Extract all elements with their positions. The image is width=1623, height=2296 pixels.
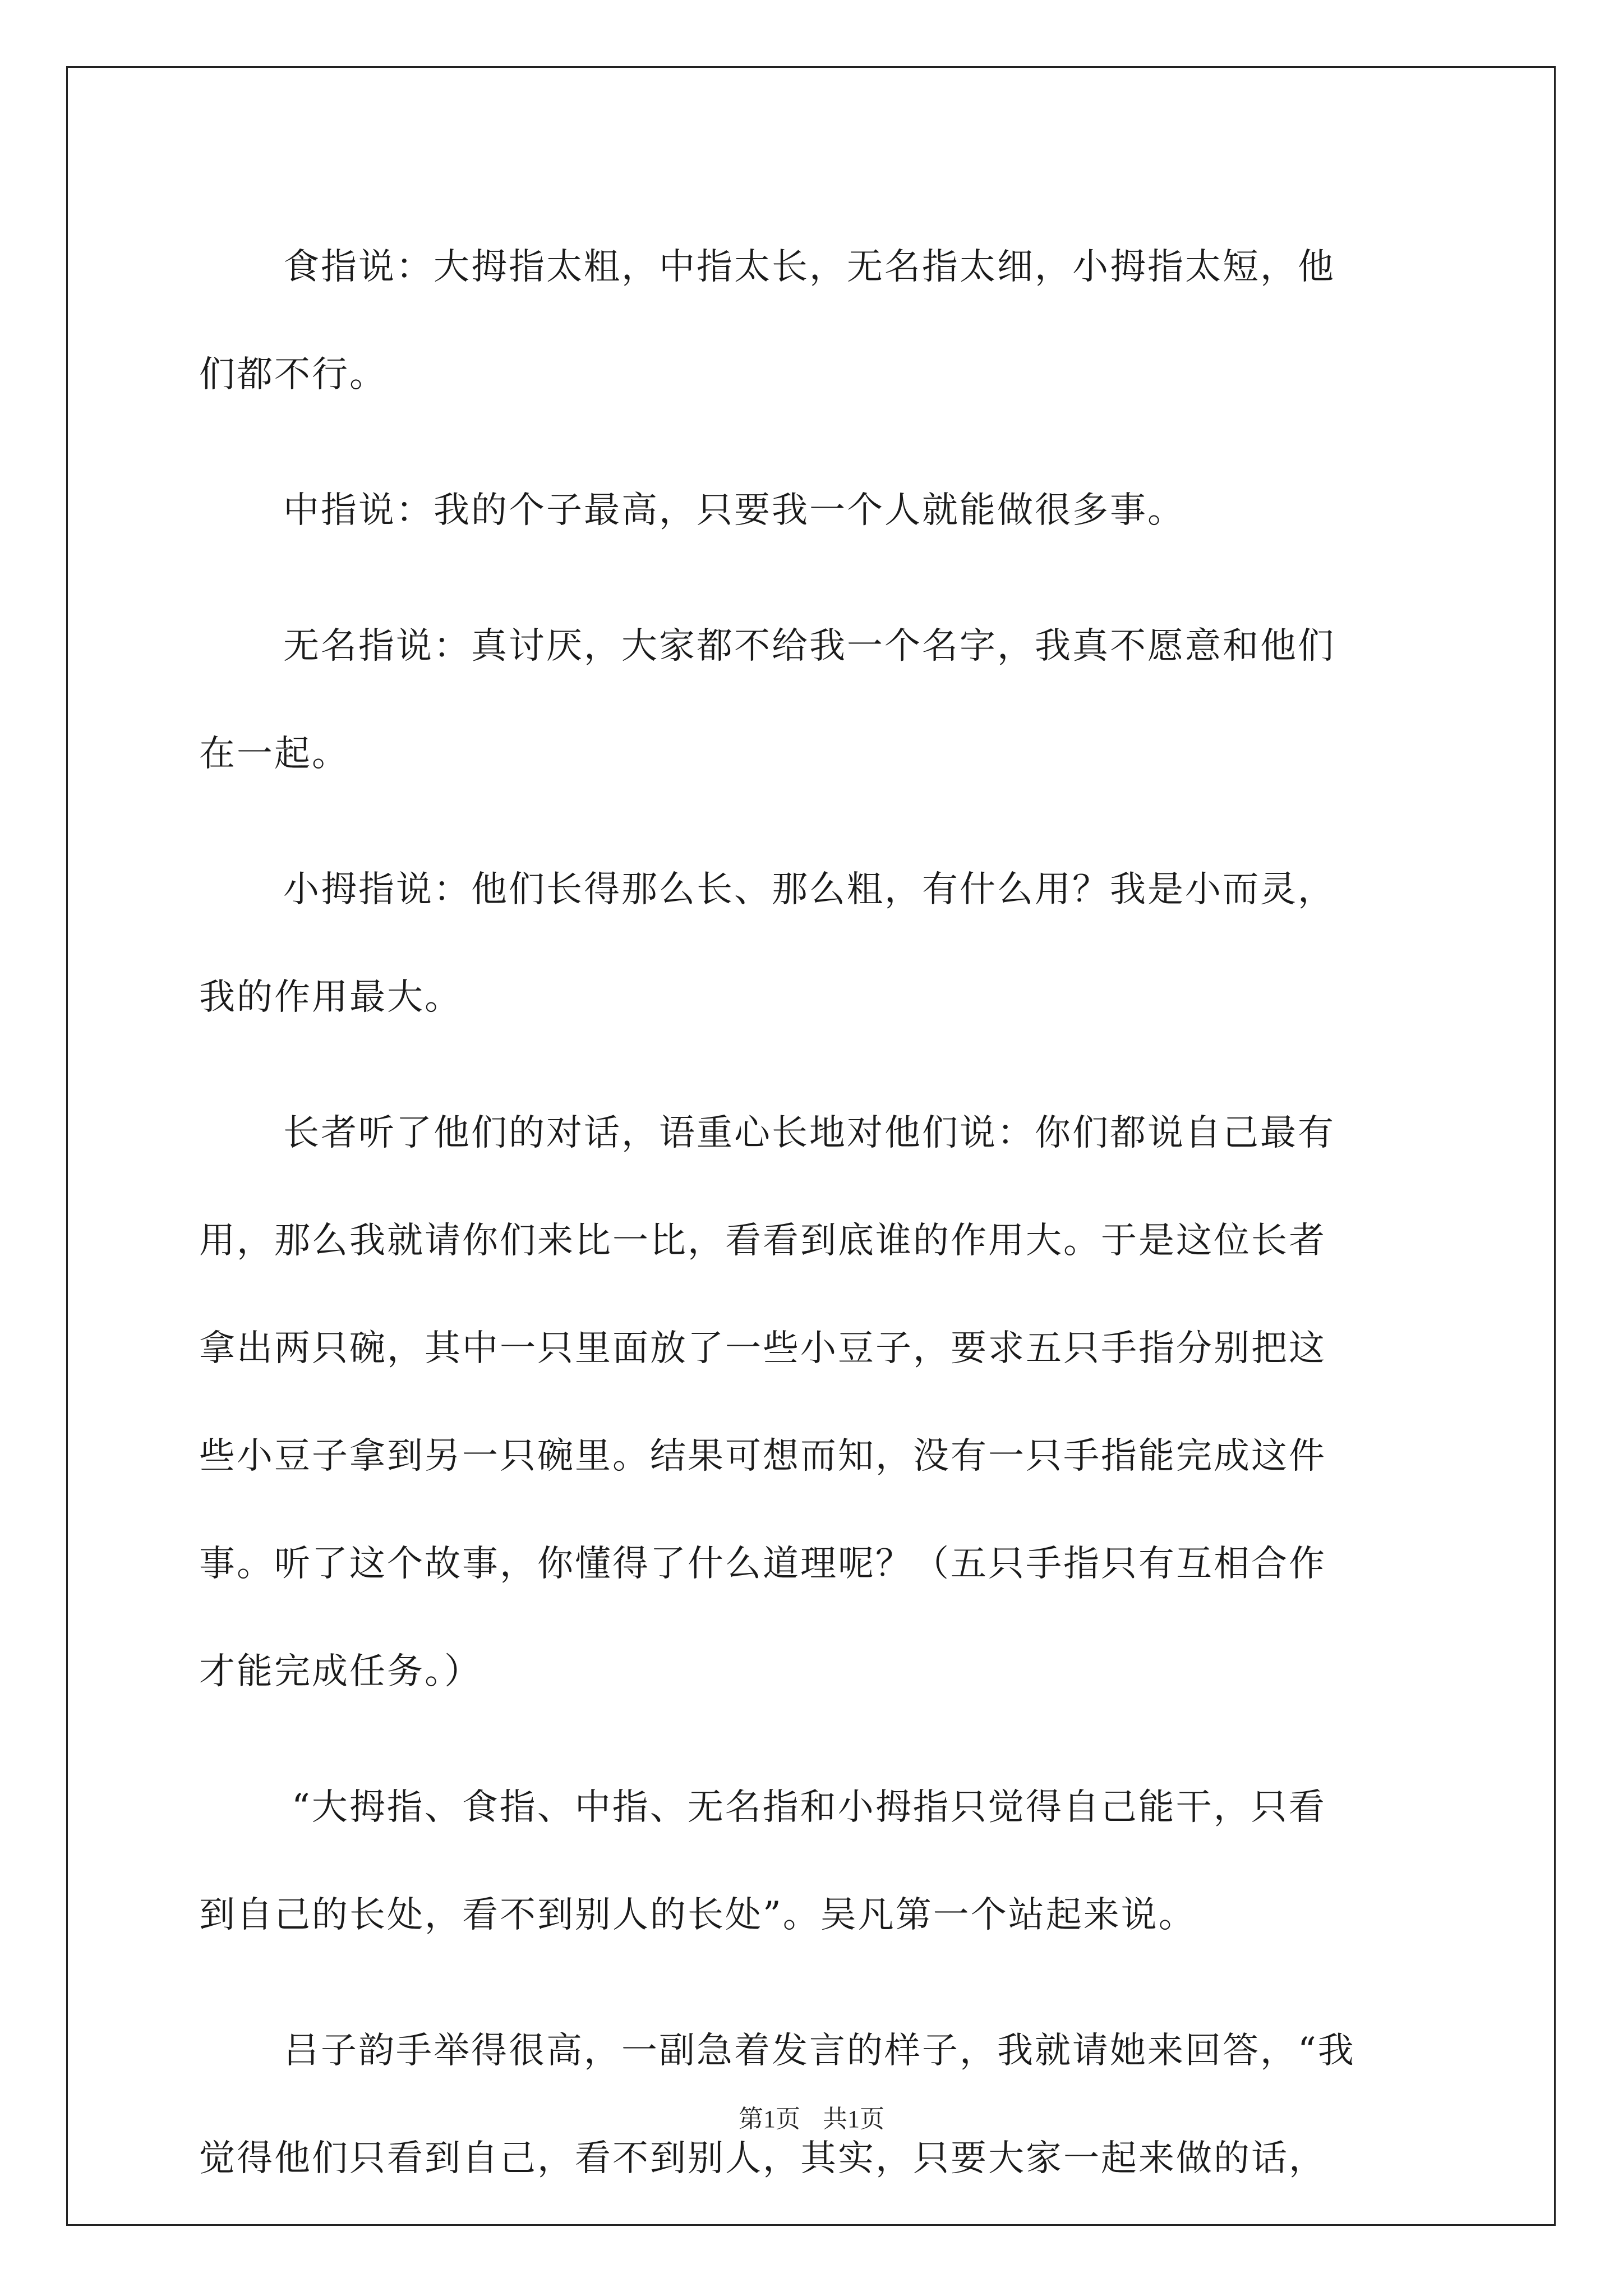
text-line: 中指说：我的个子最高，只要我一个人就能做很多事。 (283, 490, 1185, 531)
page-number-label: 第1页 (739, 2105, 800, 2133)
text-line: 在一起。 (199, 733, 349, 775)
text-line: 无名指说：真讨厌，大家都不给我一个名字，我真不愿意和他们 (283, 625, 1335, 667)
paragraph-ring-finger (199, 592, 1427, 808)
text-line: 吕子韵手举得很高，一副急着发言的样子，我就请她来回答，“我 (283, 2030, 1355, 2072)
text-line: 些小豆子拿到另一只碗里。结果可想而知，没有一只手指能完成这件 (199, 1435, 1326, 1477)
paragraph-middle-finger (199, 457, 1427, 564)
text-line: 才能完成任务。） (199, 1651, 482, 1692)
paragraph-elder (199, 1079, 1427, 1726)
text-line: 用，那么我就请你们来比一比，看看到底谁的作用大。于是这位长者 (199, 1220, 1326, 1262)
text-line: 们都不行。 (199, 354, 387, 395)
text-line: 小拇指说：他们长得那么长、那么粗，有什么用？我是小而灵， (283, 869, 1335, 910)
text-line: 拿出两只碗，其中一只里面放了一些小豆子，要求五只手指分别把这 (199, 1328, 1326, 1369)
text-line: “大拇指、食指、中指、无名指和小拇指只觉得自己能干，只看 (292, 1787, 1326, 1828)
total-pages-label: 共1页 (823, 2105, 884, 2133)
paragraph-little-finger (199, 836, 1427, 1051)
text-line: 长者听了他们的对话，语重心长地对他们说：你们都说自己最有 (283, 1112, 1335, 1154)
paragraph-wu-fan (199, 1754, 1427, 1969)
text-line: 到自己的长处，看不到别人的长处”。吴凡第一个站起来说。 (199, 1894, 1196, 1936)
text-line: 觉得他们只看到自己，看不到别人，其实，只要大家一起来做的话， (199, 2138, 1326, 2179)
text-line: 事。听了这个故事，你懂得了什么道理呢？（五只手指只有互相合作 (199, 1543, 1326, 1585)
paragraph-index-finger (199, 213, 1427, 429)
text-line: 食指说：大拇指太粗，中指太长，无名指太细，小拇指太短，他 (283, 246, 1335, 288)
document-body (199, 213, 1427, 2240)
text-line: 我的作用最大。 (199, 977, 462, 1018)
page-footer (0, 2102, 1623, 2136)
